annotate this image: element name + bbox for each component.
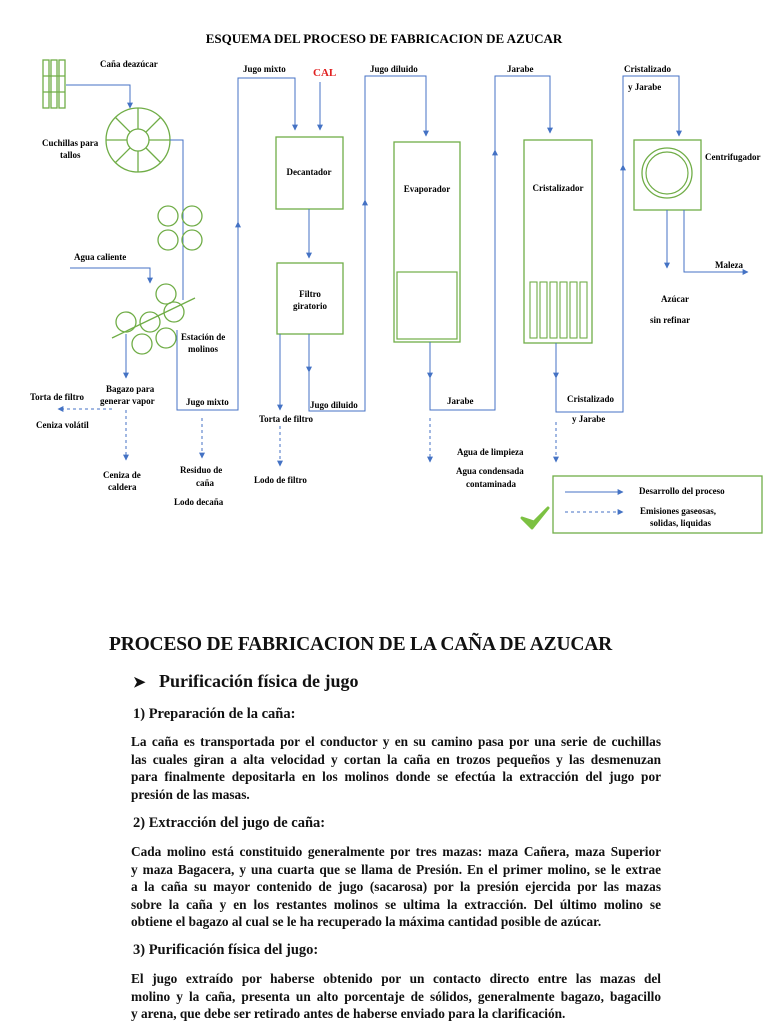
label-agua-condensada-2: contaminada [466, 479, 517, 489]
paragraph-line: sobre la caña y en los restantes molinos se ultima la extracción. Del último molino se [131, 896, 661, 912]
paragraph-line: para finalmente depositarla en los molinos donde se efectúa la extracción del jugo por [131, 769, 661, 784]
centrifugador-box [634, 140, 701, 210]
label-cal: CAL [313, 67, 337, 79]
subsection-1-paragraph [131, 733, 661, 803]
label-cuchillas-2: tallos [60, 150, 81, 160]
flow-cristalizado [556, 165, 623, 412]
document-heading: PROCESO DE FABRICACION DE LA CAÑA DE AZUCAR [109, 634, 612, 655]
paragraph-line: Cada molino está constituido generalmente por tres mazas: maza Cañera, maza Superior [131, 844, 661, 859]
label-jugo-mixto-top: Jugo mixto [243, 64, 286, 74]
diagram-title: ESQUEMA DEL PROCESO DE FABRICACION DE AZUCAR [205, 31, 563, 46]
checkmark-icon [522, 508, 548, 528]
label-ceniza-caldera-2: caldera [108, 482, 137, 492]
label-bagazo-2: generar vapor [100, 396, 155, 406]
label-jugo-diluido-top: Jugo diluido [370, 64, 418, 74]
subsection-1-title: 1) Preparación de la caña: [133, 706, 296, 722]
label-decantador: Decantador [286, 167, 332, 177]
centrifugador-outer [642, 148, 692, 198]
arrow-bullet-icon: ➤ [133, 675, 146, 691]
cristalizador-tubes [530, 282, 587, 338]
paragraph-line: obtiene el bagazo al cual se le ha recuperado la máxima cantidad posible de azúcar. [131, 914, 602, 929]
label-cana: Caña deazúcar [100, 59, 158, 69]
subsection-2-title: 2) Extracción del jugo de caña: [133, 815, 326, 831]
label-cristalizado-top-1: Cristalizado [624, 64, 671, 74]
label-residuo-2: caña [196, 478, 214, 488]
label-cristalizado-bottom-2: y Jarabe [572, 414, 606, 424]
sugarcane-icon [43, 60, 65, 108]
legend-emisiones-1: Emisiones gaseosas, [640, 506, 717, 516]
label-torta-filtro-mid: Torta de filtro [259, 414, 313, 424]
label-cuchillas-1: Cuchillas para [42, 138, 99, 148]
label-cristalizado-top-2: y Jarabe [628, 82, 662, 92]
subsection-3-title: 3) Purificación física del jugo: [133, 942, 319, 958]
label-filtro-1: Filtro [299, 289, 321, 299]
section-heading [133, 671, 358, 692]
label-lodo-cana: Lodo decaña [174, 497, 224, 507]
legend-desarrollo: Desarrollo del proceso [639, 486, 725, 496]
label-estacion-2: molinos [188, 344, 219, 354]
label-residuo-1: Residuo de [180, 465, 223, 475]
paragraph-line: presión de las masas. [131, 786, 250, 802]
knife-wheel-icon [106, 108, 170, 172]
label-azucar-1: Azúcar [661, 294, 689, 304]
paragraph-line: La caña es transportada por el conductor y en su camino pasa por una serie de cuchillas [131, 734, 661, 749]
evaporador-inner [397, 272, 457, 339]
paragraph-line: El jugo extraído por haberse obtenido por un contacto directo entre las mazas del [131, 971, 661, 986]
flow-jarabe-up [495, 76, 550, 155]
label-estacion-1: Estación de [181, 332, 226, 342]
paragraph-line: y maza Bagacera, y una cuarta que se llama de Presión. En el primer molino, se le extrae [131, 861, 661, 877]
label-centrifugador: Centrifugador [705, 152, 761, 162]
label-jugo-mixto-bottom: Jugo mixto [186, 397, 229, 407]
flow-jugo-mixto-up [238, 78, 295, 225]
subsection-3-paragraph [131, 970, 661, 1023]
label-filtro-2: giratorio [293, 301, 327, 311]
paragraph-line: las cuales giran a alta velocidad y cortan la caña en trozos pequeños y las desmenuzan [131, 751, 661, 767]
flow-cane-to-knives [66, 85, 130, 108]
label-jugo-diluido-bottom: Jugo diluido [310, 400, 358, 410]
mill-rollers-icon [158, 206, 202, 250]
paragraph-line: molino y la caña, presenta un alto porcentaje de sólidos, generalmente bagazo, bagacillo [131, 988, 661, 1004]
legend-emisiones-2: solidas, liquidas [650, 518, 712, 528]
label-evaporador: Evaporador [403, 184, 451, 194]
label-ceniza-volatil: Ceniza volátil [36, 420, 89, 430]
label-agua-caliente: Agua caliente [74, 252, 127, 262]
label-cristalizador: Cristalizador [532, 183, 584, 193]
label-jarabe-bottom: Jarabe [447, 396, 474, 406]
paragraph-line: y arena, que debe ser retirado antes de haberse enviado para la clarificación. [131, 1006, 566, 1021]
flow-jugo-mixto [177, 222, 238, 410]
evaporador-box [394, 142, 460, 342]
label-torta-filtro-left: Torta de filtro [30, 392, 84, 402]
section-heading-text: Purificación física de jugo [159, 671, 359, 691]
flow-hot-water [70, 268, 150, 283]
label-lodo-filtro: Lodo de filtro [254, 475, 307, 485]
centrifugador-inner [646, 152, 688, 194]
label-agua-limpieza: Agua de limpieza [457, 447, 524, 457]
subsection-2-paragraph [131, 843, 661, 931]
label-azucar-2: sin refinar [650, 315, 691, 325]
label-cristalizado-bottom-1: Cristalizado [567, 394, 614, 404]
paragraph-line: a la caña su mayor contenido de jugo (sacarosa) por la presión ejercida por las mazas [131, 879, 661, 894]
label-agua-condensada-1: Agua condensada [456, 466, 524, 476]
label-maleza: Maleza [715, 260, 743, 270]
label-ceniza-caldera-1: Ceniza de [103, 470, 141, 480]
label-jarabe-top: Jarabe [507, 64, 534, 74]
label-bagazo-1: Bagazo para [106, 384, 155, 394]
cristalizador-box [524, 140, 592, 343]
